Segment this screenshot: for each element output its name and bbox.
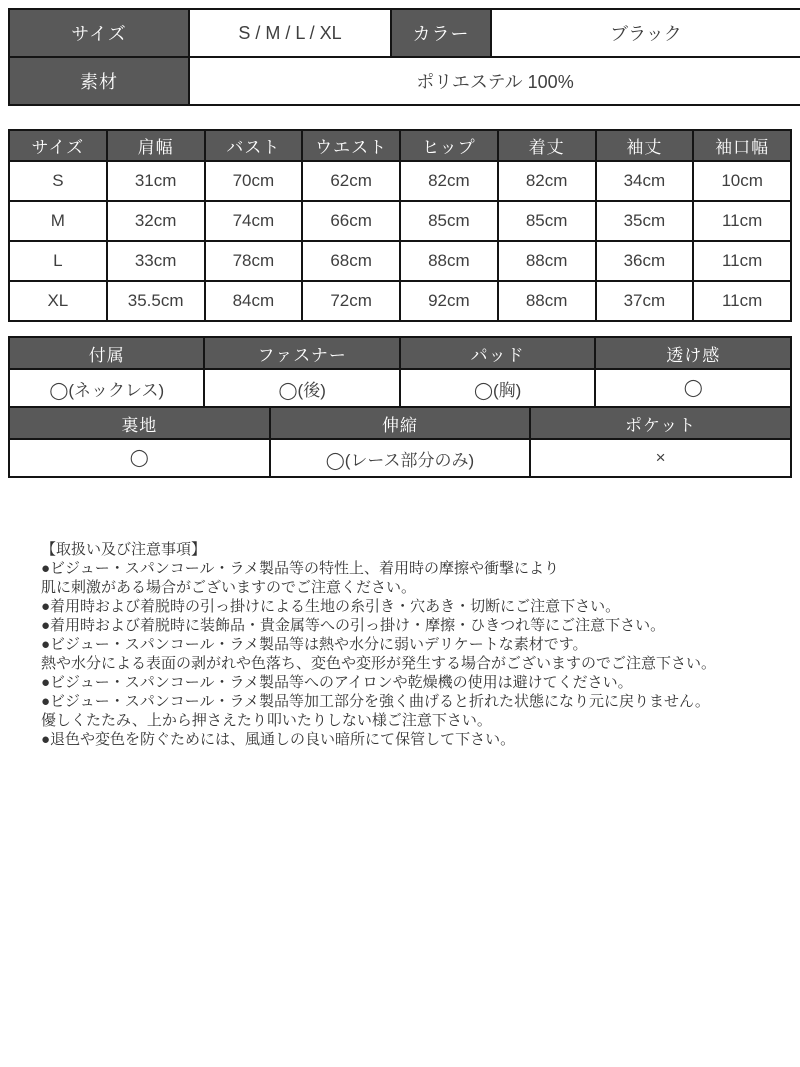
cell-shoulder: 33cm [107, 241, 205, 281]
pocket-value-cell: × [530, 439, 791, 477]
cell-shoulder: 35.5cm [107, 281, 205, 321]
attributes-table [8, 336, 792, 478]
care-note-line: ●ビジュー・スパンコール・ラメ製品等加工部分を強く曲げると折れた状態になり元に戻りません。 [41, 693, 710, 710]
spec-row-material [9, 57, 800, 105]
cell-size: S [9, 161, 107, 201]
measurements-row-m [9, 201, 791, 241]
color-value-cell: ブラック [491, 9, 800, 57]
col-header-cuff: 袖口幅 [693, 130, 791, 161]
cell-bust: 84cm [205, 281, 303, 321]
lining-label-cell: 裏地 [9, 407, 270, 439]
care-notes [8, 540, 792, 749]
cell-size: XL [9, 281, 107, 321]
care-note-line: 肌に刺激がある場合がございますのでご注意ください。 [41, 579, 417, 596]
pocket-label-cell: ポケット [530, 407, 791, 439]
color-label-cell: カラー [391, 9, 491, 57]
cell-shoulder: 31cm [107, 161, 205, 201]
cell-length: 88cm [498, 241, 596, 281]
size-label-cell: サイズ [9, 9, 189, 57]
col-header-shoulder: 肩幅 [107, 130, 205, 161]
care-note-line: ●着用時および着脱時の引っ掛けによる生地の糸引き・穴あき・切断にご注意下さい。 [41, 598, 621, 615]
cell-waist: 62cm [302, 161, 400, 201]
cell-hip: 85cm [400, 201, 498, 241]
cell-sleeve: 37cm [596, 281, 694, 321]
cell-waist: 68cm [302, 241, 400, 281]
measurements-table [8, 129, 792, 322]
measurements-row-s [9, 161, 791, 201]
cell-length: 82cm [498, 161, 596, 201]
col-header-sleeve: 袖丈 [596, 130, 694, 161]
attributes-header-row-2 [9, 407, 791, 439]
material-label-cell: 素材 [9, 57, 189, 105]
col-header-size: サイズ [9, 130, 107, 161]
cell-hip: 88cm [400, 241, 498, 281]
care-note-line: ●ビジュー・スパンコール・ラメ製品等へのアイロンや乾燥機の使用は避けてください。 [41, 674, 633, 691]
lining-value-cell: ◯ [9, 439, 270, 477]
col-header-waist: ウエスト [302, 130, 400, 161]
size-value-cell: S / M / L / XL [189, 9, 391, 57]
care-note-line: 熱や水分による表面の剥がれや色落ち、変色や変形が発生する場合がございますのでご注意下さい。 [41, 655, 717, 672]
cell-sleeve: 35cm [596, 201, 694, 241]
pad-label-cell: パッド [400, 337, 595, 369]
col-header-hip: ヒップ [400, 130, 498, 161]
care-notes-title: 【取扱い及び注意事項】 [41, 541, 207, 558]
col-header-length: 着丈 [498, 130, 596, 161]
cell-size: M [9, 201, 107, 241]
fastener-value-cell: ◯(後) [204, 369, 399, 407]
cell-bust: 78cm [205, 241, 303, 281]
cell-cuff: 11cm [693, 201, 791, 241]
cell-length: 88cm [498, 281, 596, 321]
care-note-line: ●退色や変色を防ぐためには、風通しの良い暗所にて保管して下さい。 [41, 731, 516, 748]
care-note-line: 優しくたたみ、上から押さえたり叩いたりしない様ご注意下さい。 [41, 712, 492, 729]
cell-cuff: 10cm [693, 161, 791, 201]
accessory-value-cell: ◯(ネックレス) [9, 369, 204, 407]
cell-bust: 70cm [205, 161, 303, 201]
cell-waist: 66cm [302, 201, 400, 241]
measurements-row-l [9, 241, 791, 281]
spec-table [8, 8, 800, 106]
cell-hip: 82cm [400, 161, 498, 201]
fastener-label-cell: ファスナー [204, 337, 399, 369]
accessory-label-cell: 付属 [9, 337, 204, 369]
stretch-label-cell: 伸縮 [270, 407, 531, 439]
cell-hip: 92cm [400, 281, 498, 321]
attributes-value-row-2 [9, 439, 791, 477]
measurements-header-row [9, 130, 791, 161]
care-note-line: ●着用時および着脱時に装飾品・貴金属等への引っ掛け・摩擦・ひきつれ等にご注意下さい。 [41, 617, 666, 634]
stretch-value-cell: ◯(レース部分のみ) [270, 439, 531, 477]
cell-sleeve: 36cm [596, 241, 694, 281]
spec-row-size-color [9, 9, 800, 57]
col-header-bust: バスト [205, 130, 303, 161]
cell-bust: 74cm [205, 201, 303, 241]
cell-cuff: 11cm [693, 241, 791, 281]
cell-waist: 72cm [302, 281, 400, 321]
cell-shoulder: 32cm [107, 201, 205, 241]
sheerness-label-cell: 透け感 [595, 337, 791, 369]
attributes-value-row-1 [9, 369, 791, 407]
attributes-header-row-1 [9, 337, 791, 369]
cell-cuff: 11cm [693, 281, 791, 321]
care-note-line: ●ビジュー・スパンコール・ラメ製品等は熱や水分に弱いデリケートな素材です。 [41, 636, 588, 653]
cell-length: 85cm [498, 201, 596, 241]
cell-sleeve: 34cm [596, 161, 694, 201]
measurements-row-xl [9, 281, 791, 321]
pad-value-cell: ◯(胸) [400, 369, 595, 407]
material-value-cell: ポリエステル 100% [189, 57, 800, 105]
sheerness-value-cell: ◯ [595, 369, 791, 407]
care-note-line: ●ビジュー・スパンコール・ラメ製品等の特性上、着用時の摩擦や衝撃により [41, 560, 560, 577]
cell-size: L [9, 241, 107, 281]
